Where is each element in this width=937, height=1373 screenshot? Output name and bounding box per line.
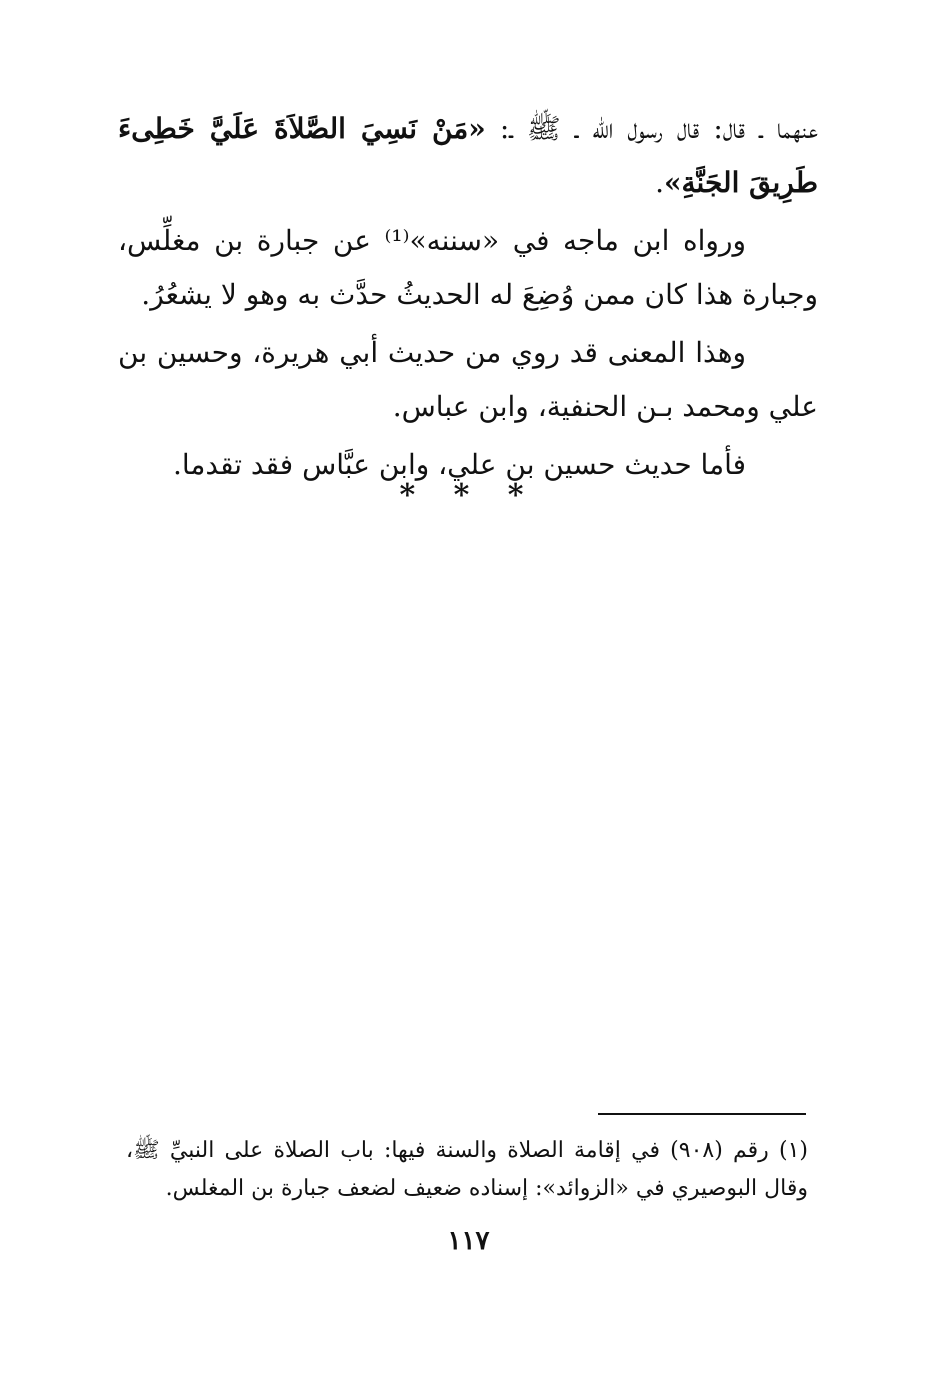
paragraph-1-intro: عنهما ـ قال: قال رسول الله ـ ﷺ ـ: xyxy=(485,112,819,145)
paragraph-1 xyxy=(118,102,818,210)
section-separator: * * * xyxy=(399,478,538,513)
main-text xyxy=(118,102,818,492)
footnote-divider xyxy=(598,1113,806,1115)
paragraph-3: وهذا المعنى قد روي من حديث أبي هريرة، وحسين بن علي ومحمد بـن الحنفية، وابن عباس. xyxy=(118,336,818,423)
footnotes xyxy=(126,1132,808,1208)
hadith-quote: «مَنْ نَسِيَ الصَّلاَةَ عَلَيَّ خَطِىءَ طَرِيقَ الجَنَّةِ» xyxy=(118,112,818,199)
paragraph-1-end: . xyxy=(655,166,665,199)
paragraph-4: فأما حديث حسين بن علي، وابن عبَّاس فقد تقدما. xyxy=(172,448,746,481)
paragraph-2: ورواه ابن ماجه في «سننه»⁽¹⁾ عن جبارة بن مغلِّس، وجبارة هذا كان ممن وُضِعَ له الحديثُ حدَّث به وهو لا يشعُرُ. xyxy=(118,224,818,311)
page-number: ١١٧ xyxy=(447,1226,490,1256)
footnote-1: (١) رقم (٩٠٨) في إقامة الصلاة والسنة فيها: باب الصلاة على النبيِّ ﷺ، وقال البوصيري في «الزوائد»: إسناده ضعيف لضعف جبارة بن المغلس. xyxy=(126,1138,808,1201)
